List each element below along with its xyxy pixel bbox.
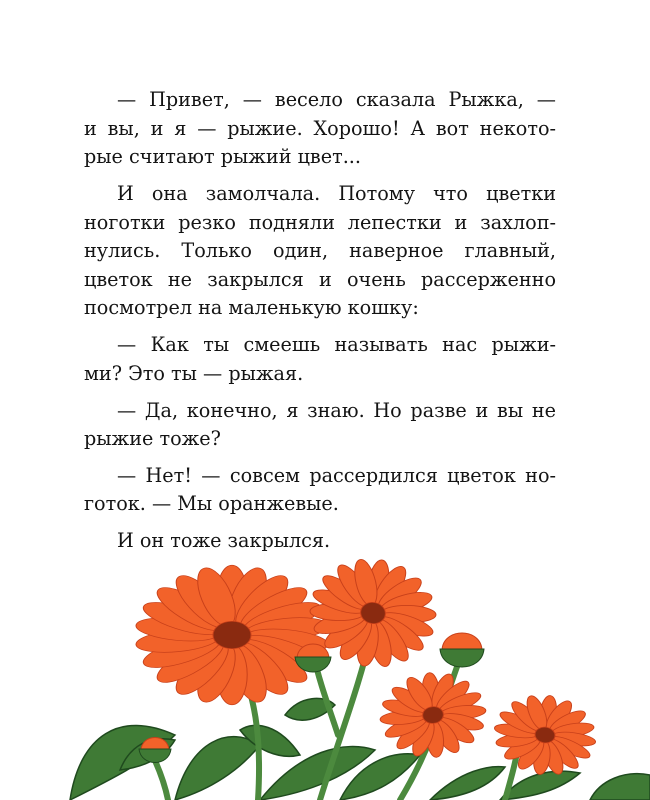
- text-line: ноготки резко подняли лепестки и захлоп-: [84, 210, 556, 234]
- text-line: цветок не закрылся и очень рассерженно: [84, 267, 556, 291]
- story-text: [84, 86, 556, 564]
- text-line: рыжие тоже?: [84, 427, 221, 451]
- paragraph-3: [84, 331, 556, 388]
- flowers: [134, 549, 601, 782]
- bud-sepal: [440, 649, 484, 667]
- paragraph-5: [84, 462, 556, 519]
- leaf: [590, 774, 650, 800]
- text-line: — Нет! — совсем рассердился цветок но-: [117, 463, 556, 487]
- text-line: рые считают рыжий цвет...: [84, 145, 361, 169]
- bud-petals: [442, 633, 482, 651]
- text-line: — Как ты смеешь называть нас рыжи-: [117, 333, 556, 357]
- calendula-flower: [489, 689, 601, 782]
- text-line: — Да, конечно, я знаю. Но разве и вы не: [117, 398, 556, 422]
- text-line: — Привет, — весело сказала Рыжка, —: [117, 88, 556, 111]
- paragraph-2: [84, 180, 556, 323]
- text-line: нулись. Только один, наверное главный,: [84, 239, 556, 263]
- calendula-flower: [134, 565, 330, 705]
- calendula-flower: [376, 668, 489, 762]
- leaf: [175, 737, 260, 800]
- text-line: готок. — Мы оранжевые.: [84, 492, 339, 516]
- text-line: ми? Это ты — рыжая.: [84, 361, 304, 385]
- text-line: и вы, и я — рыжие. Хорошо! А вот некото-: [84, 116, 556, 140]
- flower-center: [213, 621, 251, 648]
- text-line: И он тоже закрылся.: [117, 529, 331, 553]
- flower-bud: [440, 633, 484, 667]
- leaf: [430, 767, 505, 800]
- paragraph-4: [84, 397, 556, 454]
- text-line: И она замолчала. Потому что цветки: [117, 181, 556, 205]
- calendula-illustration: [0, 535, 650, 800]
- paragraph-1: [84, 86, 556, 172]
- leaf: [70, 725, 175, 800]
- text-line: посмотрел на маленькую кошку:: [84, 296, 419, 320]
